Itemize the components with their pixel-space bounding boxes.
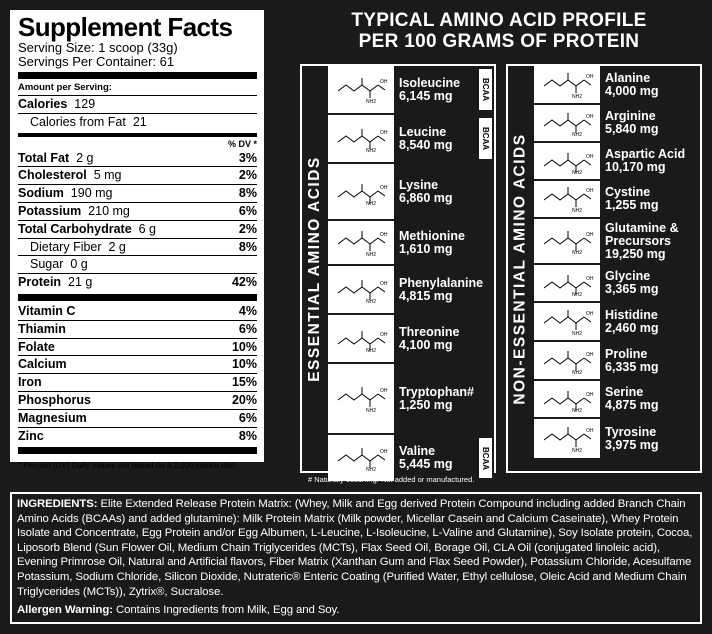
calories-fat-row [18,113,257,131]
nutrient-label: Dietary Fiber [30,239,102,254]
facts-title: Supplement Facts [18,12,233,42]
nutrient-row [18,150,257,167]
nutrient-label: Total Carbohydrate [18,221,132,236]
amino-acid-name: Valine [399,444,436,458]
nutrient-dv: 2% [238,168,257,183]
bcaa-badge: BCAA [479,118,492,159]
molecule-structure-icon [538,268,596,298]
nonessential-amino-column [506,64,702,473]
vitamin-dv: 6% [238,321,257,336]
vitamin-label: Thiamin [18,321,66,336]
amino-acid-amount: 1,255 mg [605,198,659,212]
vitamin-label: Phosphorus [18,392,91,407]
amino-acid-amount: 4,815 mg [399,288,453,303]
amino-acid-amount: 19,250 mg [605,246,666,261]
calories-row [18,95,257,113]
nutrient-row [18,184,257,202]
svg-text:OH: OH [586,73,594,80]
amino-acid-name: Phenylalanine [399,275,484,290]
tryptophan-note: # Naturally occurring. Not added or manufactured. [308,475,475,484]
molecule-structure-icon [538,146,596,176]
vitamin-dv: 15% [231,375,257,390]
calories-value: 129 [74,97,96,111]
amino-acid-amount: 6,335 mg [605,359,659,374]
amino-acid-name: Aspartic Acid [605,147,686,161]
allergen-text: Contains Ingredients from Milk, Egg and Soy. [116,604,340,617]
amino-acid-amount: 1,250 mg [399,397,453,412]
molecule-structure-icon [332,443,390,473]
amino-acid-row [328,66,494,115]
amino-acid-name: Proline [605,346,648,361]
amino-acid-row [534,181,700,219]
nutrient-dv: 6% [238,203,257,218]
svg-text:OH: OH [380,184,388,191]
molecule-structure-icon [538,307,596,337]
amino-acid-amount: 3,975 mg [605,437,659,452]
divider [18,133,257,137]
amino-acid-name: Tryptophan# [399,384,475,399]
serving-size: Serving Size: 1 scoop (33g) [18,40,178,55]
vitamin-row [18,355,257,373]
vitamin-dv: 8% [238,428,257,443]
amount-per-serving: Amount per Serving: [18,82,112,93]
vitamin-label: Magnesium [18,410,87,425]
nutrient-row [18,202,257,220]
calories-fat-value: 21 [132,114,147,129]
amino-acid-row [328,315,494,364]
molecule-structure-icon [332,384,390,414]
ingredients-text: Elite Extended Release Protein Matrix: (Whey, Milk and Egg derived Protein Compound including added Branch Chain Amino Acids (BCAAs) and added glutamine): Milk Protein Matrix (Milk powder, Micellar Casein and Calcium Caseinate), Whey Protein Isolate and Concentrate, Egg Protein and/or Egg Albumen, L-Leucine, L-Isoleucine, L-Valine and Glutamine), Soy Isolate protein, Cocoa, Liposorb Blend (Sun Flower Oil, Medium Chain Triglycerides (MCTs), Flax Seed Oil, Borage Oil, CLA Oil (conjugated linoleic acid), Evening Primrose Oil, Natural and Artificial flavors, Fiber Matrix (Xanthan Gum and Flax Seed Powder), Potassium Chloride, Acesulfame Potassium, Sodium Chloride, Silicon Dioxide, Nutrateric® Enteric Coating (Purified Water, Ethyl cellulose, Oleic Acid and Medium Chain Triglycerides (MCTs)), Zytrix®, Sucralose. [17,498,693,598]
vitamin-dv: 10% [231,339,257,354]
svg-text:NH2: NH2 [572,292,583,298]
amino-acid-name: Glutamine & Precursors [605,220,679,248]
amino-acid-row [328,115,494,164]
vitamin-label: Iron [18,375,42,390]
svg-text:OH: OH [380,280,388,287]
svg-text:NH2: NH2 [572,132,583,138]
nutrient-label: Cholesterol [18,168,87,183]
svg-text:NH2: NH2 [366,147,377,154]
nutrient-label: Total Fat [18,150,70,165]
svg-text:NH2: NH2 [366,467,377,473]
vitamin-list [18,303,257,444]
vitamin-row [18,391,257,409]
svg-text:OH: OH [586,276,594,282]
calories-label: Calories [18,97,68,111]
amino-acid-amount: 4,000 mg [605,83,659,98]
amino-acid-name: Threonine [399,324,460,339]
nutrient-amount: 21 g [68,275,93,290]
nutrient-label: Protein [18,275,62,290]
amino-acid-name: Histidine [605,307,658,322]
amino-acid-amount: 6,145 mg [399,88,453,103]
molecule-structure-icon [332,124,390,154]
amino-acid-name: Methionine [399,228,465,243]
divider [18,447,257,454]
svg-text:NH2: NH2 [572,208,583,214]
svg-text:OH: OH [586,188,594,194]
amino-acid-name: Glycine [605,269,651,283]
vitamin-label: Vitamin C [18,303,76,318]
molecule-structure-icon [332,75,390,105]
amino-acid-row [534,265,700,303]
molecule-structure-icon [538,384,596,414]
amino-acid-row [534,219,700,265]
svg-text:NH2: NH2 [572,250,583,256]
svg-text:NH2: NH2 [572,408,583,414]
molecule-structure-icon [538,70,596,100]
svg-text:OH: OH [586,154,594,160]
svg-text:OH: OH [380,78,388,85]
svg-text:NH2: NH2 [366,200,377,207]
amino-acid-amount: 4,100 mg [399,337,453,352]
svg-text:OH: OH [380,231,388,238]
vitamin-label: Calcium [18,357,67,372]
dv-header: % DV * [227,138,257,149]
amino-acid-name: Isoleucine [399,75,461,90]
ingredients-paragraph [17,497,695,599]
vitamin-label: Folate [18,339,55,354]
nutrient-dv: 8% [238,239,257,254]
nutrient-label: Potassium [18,203,82,218]
divider [18,294,257,301]
vitamin-row [18,409,257,427]
bcaa-badge: BCAA [479,438,492,478]
svg-text:OH: OH [380,331,388,338]
nutrient-label: Sugar [30,257,64,272]
amino-acid-amount: 6,860 mg [399,190,453,205]
amino-acid-amount: 2,460 mg [605,320,659,335]
vitamin-row [18,338,257,356]
amino-acid-row [534,381,700,419]
nutrient-amount: 210 mg [88,203,130,218]
molecule-structure-icon [538,184,596,214]
molecule-structure-icon [332,275,390,305]
amino-acid-amount: 8,540 mg [399,137,453,152]
svg-text:NH2: NH2 [366,347,377,354]
amino-acid-name: Lysine [399,177,439,192]
nutrient-amount: 6 g [138,221,157,236]
svg-text:NH2: NH2 [366,298,377,305]
amino-acid-row [534,419,700,458]
svg-text:OH: OH [586,310,594,317]
vitamin-dv: 10% [231,357,257,372]
nutrient-amount: 5 mg [93,168,122,183]
amino-acid-amount: 5,445 mg [399,457,453,471]
amino-acid-row [534,143,700,181]
amino-acid-amount: 3,365 mg [605,282,659,296]
svg-text:OH: OH [380,449,388,455]
nutrient-dv: 42% [231,275,257,290]
amino-acid-amount: 5,840 mg [605,122,659,136]
amino-acid-name: Arginine [605,109,656,123]
ingredients-label: INGREDIENTS: [17,498,98,510]
svg-text:OH: OH [586,232,594,238]
svg-text:NH2: NH2 [572,170,583,176]
amino-acid-row [328,164,494,221]
essential-amino-column [300,64,496,473]
amino-acid-name: Alanine [605,70,651,85]
amino-acid-name: Leucine [399,124,447,139]
essential-label: ESSENTIAL AMINO ACIDS [306,155,323,382]
amino-acid-name: Cystine [605,185,651,199]
nutrient-list [18,150,257,291]
vitamin-row [18,427,257,445]
vitamin-row [18,320,257,338]
vitamin-dv: 4% [238,303,257,318]
nutrient-amount: 2 g [76,150,94,165]
allergen-label: Allergen Warning: [17,604,113,617]
molecule-structure-icon [538,424,596,454]
amino-acid-row [534,105,700,143]
svg-text:NH2: NH2 [572,93,583,100]
nutrient-row [18,255,257,273]
amino-acid-name: Serine [605,385,644,399]
svg-text:NH2: NH2 [572,330,583,337]
servings-per-container: Servings Per Container: 61 [18,54,175,69]
svg-text:OH: OH [586,114,594,120]
vitamin-row [18,373,257,391]
amino-acid-amount: 4,875 mg [605,398,659,412]
divider [18,72,257,79]
svg-text:NH2: NH2 [366,407,377,414]
svg-text:OH: OH [380,387,388,394]
amino-heading-line1: TYPICAL AMINO ACID PROFILE [351,10,647,31]
amino-acid-row [328,221,494,266]
nutrient-amount: 2 g [108,239,126,254]
vitamin-label: Zinc [18,428,44,443]
svg-text:OH: OH [586,351,594,358]
nutrient-dv: 8% [238,186,257,201]
amino-acid-amount: 10,170 mg [605,160,666,174]
amino-acid-row [328,364,494,435]
nutrient-row [18,273,257,291]
vitamin-dv: 6% [238,410,257,425]
molecule-structure-icon [332,228,390,258]
svg-text:OH: OH [586,392,594,398]
bcaa-badge: BCAA [479,69,492,110]
svg-text:OH: OH [586,427,594,434]
nutrient-amount: 190 mg [70,186,113,201]
supplement-facts-panel [10,10,264,471]
molecule-structure-icon [538,346,596,376]
svg-text:NH2: NH2 [366,251,377,258]
amino-acid-name: Tyrosine [605,424,657,439]
svg-text:NH2: NH2 [366,98,377,105]
nutrient-dv: 3% [238,150,257,165]
svg-text:OH: OH [380,129,388,136]
nutrient-row [18,220,257,238]
vitamin-row [18,303,257,320]
molecule-structure-icon [332,324,390,354]
dv-footnote: * Percent (DV) Daily Values are based on a 2,000 calorie diet. [18,461,237,471]
molecule-structure-icon [538,226,596,256]
svg-text:NH2: NH2 [572,369,583,376]
svg-text:NH2: NH2 [572,447,583,454]
nonessential-label: NON-ESSENTIAL AMINO ACIDS [512,132,530,405]
amino-heading-line2: PER 100 GRAMS OF PROTEIN [358,31,640,52]
molecule-structure-icon [538,108,596,138]
amino-acid-row [328,266,494,315]
molecule-structure-icon [332,177,390,207]
amino-acid-row [534,303,700,342]
allergen-paragraph [17,603,695,618]
calories-fat-label: Calories from Fat [30,114,126,129]
vitamin-dv: 20% [231,392,257,407]
amino-acid-row [534,342,700,381]
amino-acid-amount: 1,610 mg [399,241,453,256]
amino-acid-row [534,66,700,105]
nutrient-label: Sodium [18,186,64,201]
nutrient-row [18,166,257,184]
nutrient-row [18,238,257,256]
amino-acid-profile [294,10,704,484]
nutrient-amount: 0 g [70,257,88,272]
ingredients-box [10,492,702,624]
nutrient-dv: 2% [238,221,257,236]
